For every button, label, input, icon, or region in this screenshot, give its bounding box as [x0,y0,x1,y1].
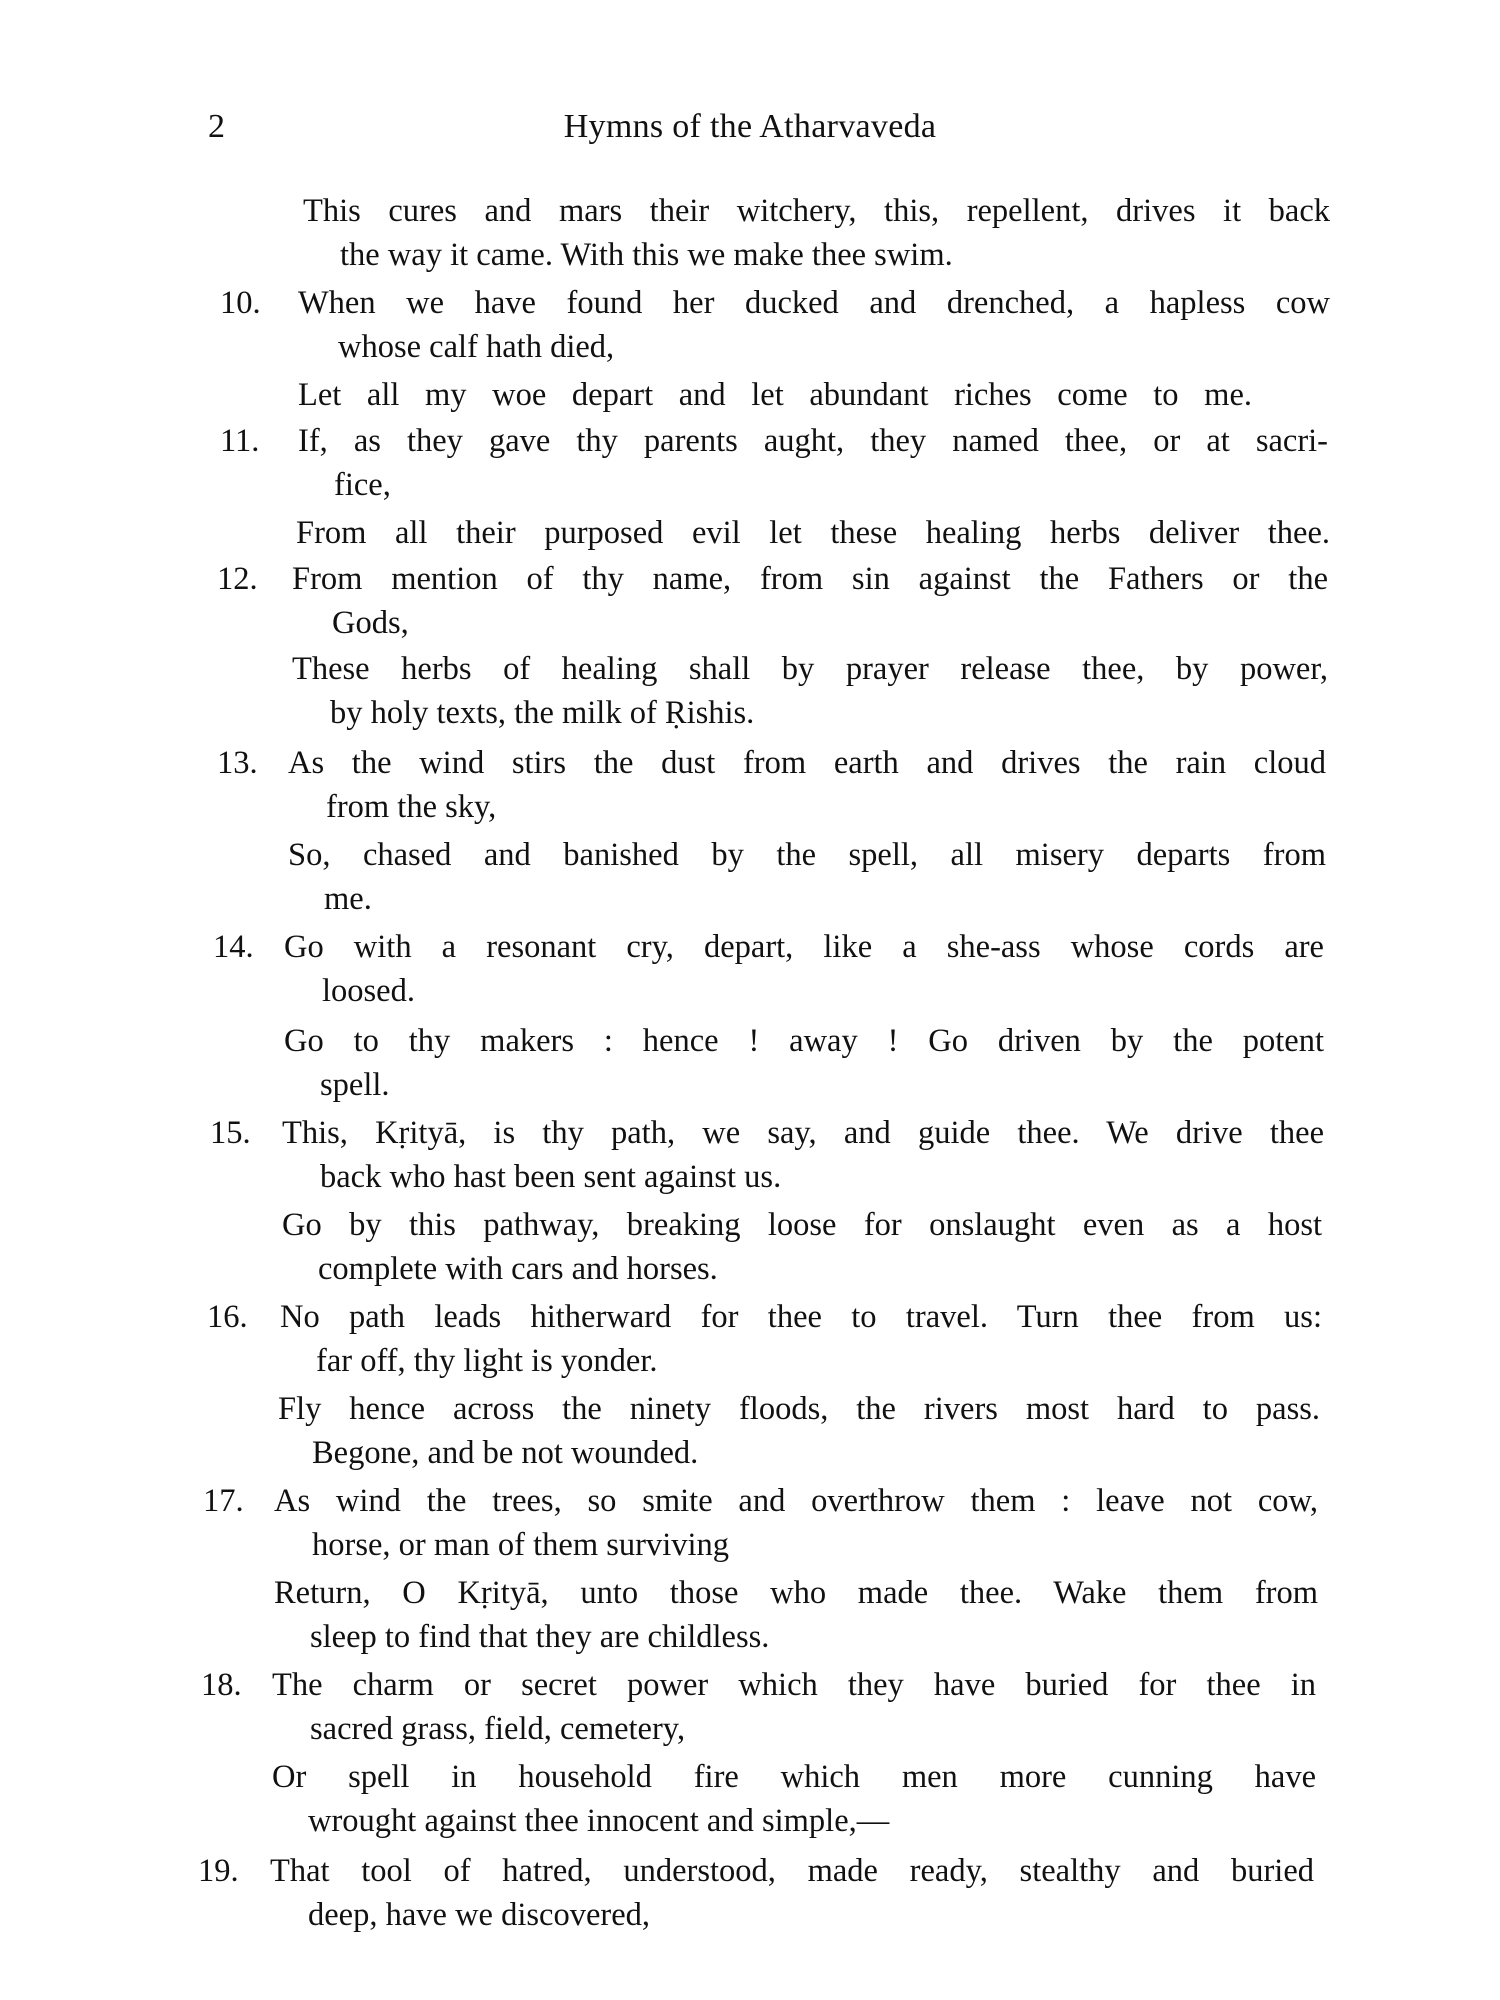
text-line: deep, have we discovered, [308,1897,650,1933]
text-line: back who hast been sent against us. [320,1159,782,1195]
verse-number: 19. [198,1853,239,1889]
text-line: So, chased and banished by the spell, all misery departs from [288,837,1326,873]
text-line: As wind the trees, so smite and overthrow them : leave not cow, [274,1483,1318,1519]
text-line: No path leads hitherward for thee to travel. Turn thee from us: [280,1299,1322,1335]
text-line: wrought against thee innocent and simple,— [308,1803,890,1839]
text-line: Go with a resonant cry, depart, like a she-ass whose cords are [284,929,1324,965]
text-line: loosed. [322,973,415,1009]
verse-number: 13. [217,745,258,781]
text-line: These herbs of healing shall by prayer release thee, by power, [292,651,1328,687]
verse-number: 12. [217,561,258,597]
verse-number: 17. [203,1483,244,1519]
text-line: sleep to find that they are childless. [310,1619,770,1655]
text-line: Fly hence across the ninety floods, the rivers most hard to pass. [278,1391,1320,1427]
text-line: the way it came. With this we make thee swim. [340,237,953,273]
text-line: Let all my woe depart and let abundant riches come to me. [298,377,1252,413]
verse-number: 11. [220,423,260,459]
text-line: If, as they gave thy parents aught, they named thee, or at sacri- [298,423,1328,459]
text-line: fice, [334,467,391,503]
verse-number: 15. [210,1115,251,1151]
text-line: Go by this pathway, breaking loose for onslaught even as a host [282,1207,1322,1243]
text-line: from the sky, [326,789,497,825]
text-line: That tool of hatred, understood, made ready, stealthy and buried [270,1853,1314,1889]
text-line: spell. [320,1067,390,1103]
text-line: From mention of thy name, from sin against the Fathers or the [292,561,1328,597]
page-header [0,108,1500,158]
text-line: Or spell in household fire which men more cunning have [272,1759,1316,1795]
verse-number: 16. [207,1299,248,1335]
text-line: The charm or secret power which they have buried for thee in [272,1667,1316,1703]
verse-number: 18. [201,1667,242,1703]
text-line: whose calf hath died, [338,329,615,365]
page-number: 2 [208,108,225,145]
text-line: me. [324,881,372,917]
text-line: far off, thy light is yonder. [316,1343,658,1379]
text-line: sacred grass, field, cemetery, [310,1711,686,1747]
text-line: Begone, and be not wounded. [312,1435,699,1471]
text-line: When we have found her ducked and drenched, a hapless cow [298,285,1330,321]
text-line: horse, or man of them surviving [312,1527,730,1563]
text-line: by holy texts, the milk of Ṛishis. [330,695,755,731]
verse-number: 10. [220,285,261,321]
text-line: Return, O Kṛityā, unto those who made thee. Wake them from [274,1575,1318,1611]
text-line: This cures and mars their witchery, this, repellent, drives it back [303,193,1330,229]
running-title: Hymns of the Atharvaveda [563,108,937,145]
text-line: complete with cars and horses. [318,1251,718,1287]
text-line: This, Kṛityā, is thy path, we say, and guide thee. We drive thee [282,1115,1324,1151]
verse-number: 14. [213,929,254,965]
text-line: From all their purposed evil let these healing herbs deliver thee. [296,515,1330,551]
text-line: Gods, [332,605,409,641]
text-line: Go to thy makers : hence ! away ! Go driven by the potent [284,1023,1324,1059]
text-line: As the wind stirs the dust from earth and drives the rain cloud [288,745,1326,781]
